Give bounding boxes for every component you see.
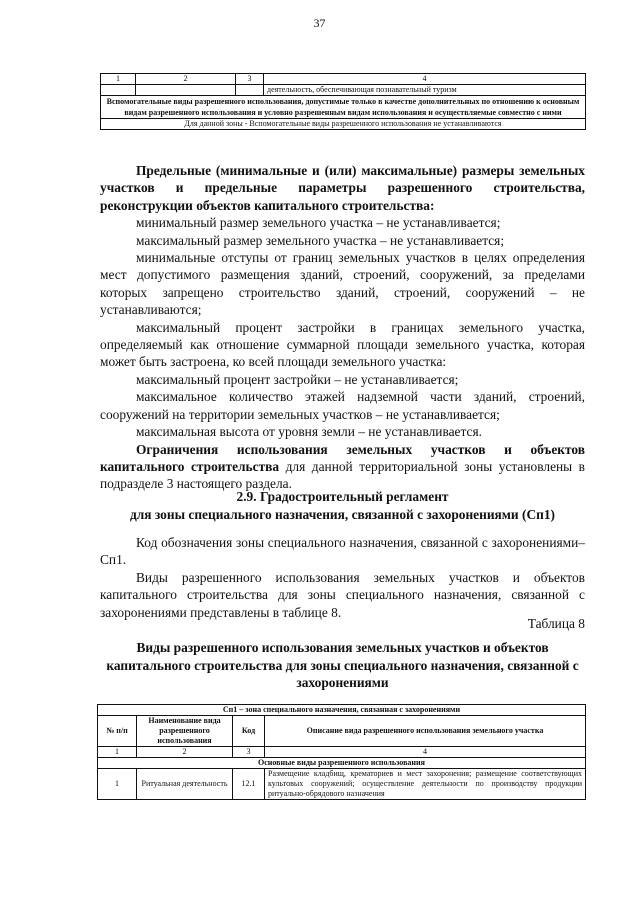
aux-types-heading: Вспомогательные виды разрешенного использования, допустимые только в качестве дополнительных по отношению к основным видам разрешенного использования и условно разрешенным видам использования и осуществляемые совместно с ними bbox=[101, 96, 586, 119]
table-header-row bbox=[98, 716, 586, 747]
column-number-cell: 1 bbox=[101, 74, 136, 85]
column-number-cell: 2 bbox=[136, 74, 236, 85]
aux-types-note: Для данной зоны - Вспомогательные виды разрешенного использования не устанавливаются bbox=[101, 119, 586, 130]
paragraph: максимальный процент застройки – не устанавливается; bbox=[136, 371, 459, 387]
column-number-row bbox=[98, 747, 586, 758]
row-num: 1 bbox=[98, 769, 137, 800]
table-row bbox=[98, 769, 586, 800]
limits-block bbox=[100, 162, 585, 493]
row-name: Ритуальная деятельность bbox=[137, 769, 233, 800]
paragraph: Виды разрешенного использования земельных участков и объектов капитального строительства для зоны специального назначения, связанной с захоронениями представлены в таблице 8. bbox=[100, 569, 585, 620]
table-label: Таблица 8 bbox=[527, 616, 585, 631]
section-title bbox=[100, 488, 585, 524]
column-number-cell: 3 bbox=[236, 74, 264, 85]
table-cell: деятельность, обеспечивающая познавательный туризм bbox=[264, 85, 586, 96]
page-number: 37 bbox=[313, 16, 326, 30]
table-title: Виды разрешенного использования земельных участков и объектов капитального строительства для зоны специального назначения, связанной с захоронениями bbox=[106, 640, 579, 690]
column-number-cell: 2 bbox=[137, 747, 233, 758]
restrictions-bold: Ограничения использования земельных участков и объектов капитального строительства bbox=[100, 441, 585, 474]
header-num: № п/п bbox=[98, 716, 137, 747]
table-header-row bbox=[101, 74, 586, 85]
continued-table bbox=[100, 73, 586, 130]
column-number-cell: 1 bbox=[98, 747, 137, 758]
section-body bbox=[100, 534, 585, 621]
row-desc: Размещение кладбищ, крематориев и мест захоронения; размещение соответствующих культовых сооружений; осуществление деятельности по производству продукции ритуально-обрядового назначения bbox=[265, 769, 586, 800]
paragraph: Код обозначения зоны специального назначения, связанной с захоронениями– Сп1. bbox=[100, 535, 585, 568]
restrictions-text: для данной территориальной зоны установлены в подразделе 3 настоящего раздела. bbox=[100, 458, 586, 492]
table-row bbox=[101, 96, 586, 119]
column-number-cell: 4 bbox=[265, 747, 586, 758]
header-name: Наименование вида разрешенного использования bbox=[137, 716, 233, 747]
paragraph: максимальное количество этажей надземной части зданий, строений, сооружений на территории земельных участков – не устанавливается; bbox=[100, 389, 585, 422]
column-number-cell: 3 bbox=[233, 747, 265, 758]
paragraph: минимальные отступы от границ земельных участков в целях определения мест допустимого размещения зданий, строений, сооружений, за пределами которых запрещено строительство зданий, строений, сооружений – не устанавливаются; bbox=[100, 250, 585, 318]
paragraph: максимальная высота от уровня земли – не устанавливается. bbox=[136, 424, 482, 440]
header-code: Код bbox=[233, 716, 265, 747]
paragraph: максимальный процент застройки в границах земельного участка, определяемый как отношение суммарной площади земельного участка, которая может быть застроена, ко всей площади земельного участка: bbox=[100, 319, 585, 370]
row-code: 12.1 bbox=[233, 769, 265, 800]
paragraph: максимальный размер земельного участка – не устанавливается; bbox=[136, 232, 505, 248]
paragraph: минимальный размер земельного участка – не устанавливается; bbox=[136, 215, 501, 231]
limits-heading: Предельные (минимальные и (или) максимальные) размеры земельных участков и предельные параметры разрешенного строительства, реконструкции объектов капитального строительства: bbox=[100, 163, 585, 213]
table-row bbox=[101, 119, 586, 130]
table-8 bbox=[97, 704, 586, 800]
column-number-cell: 4 bbox=[264, 74, 586, 85]
section-row bbox=[98, 758, 586, 769]
section-title-line1: 2.9. Градостроительный регламент bbox=[236, 489, 449, 504]
section-title-line2: для зоны специального назначения, связанной с захоронениями (Сп1) bbox=[130, 507, 555, 522]
header-desc: Описание вида разрешенного использования земельного участка bbox=[265, 716, 586, 747]
restrictions-paragraph bbox=[100, 441, 585, 493]
zone-title: Сп1 – зона специального назначения, связанная с захоронениями bbox=[98, 705, 586, 716]
main-types-heading: Основные виды разрешенного использования bbox=[98, 758, 586, 769]
table-row bbox=[101, 85, 586, 96]
zone-row bbox=[98, 705, 586, 716]
